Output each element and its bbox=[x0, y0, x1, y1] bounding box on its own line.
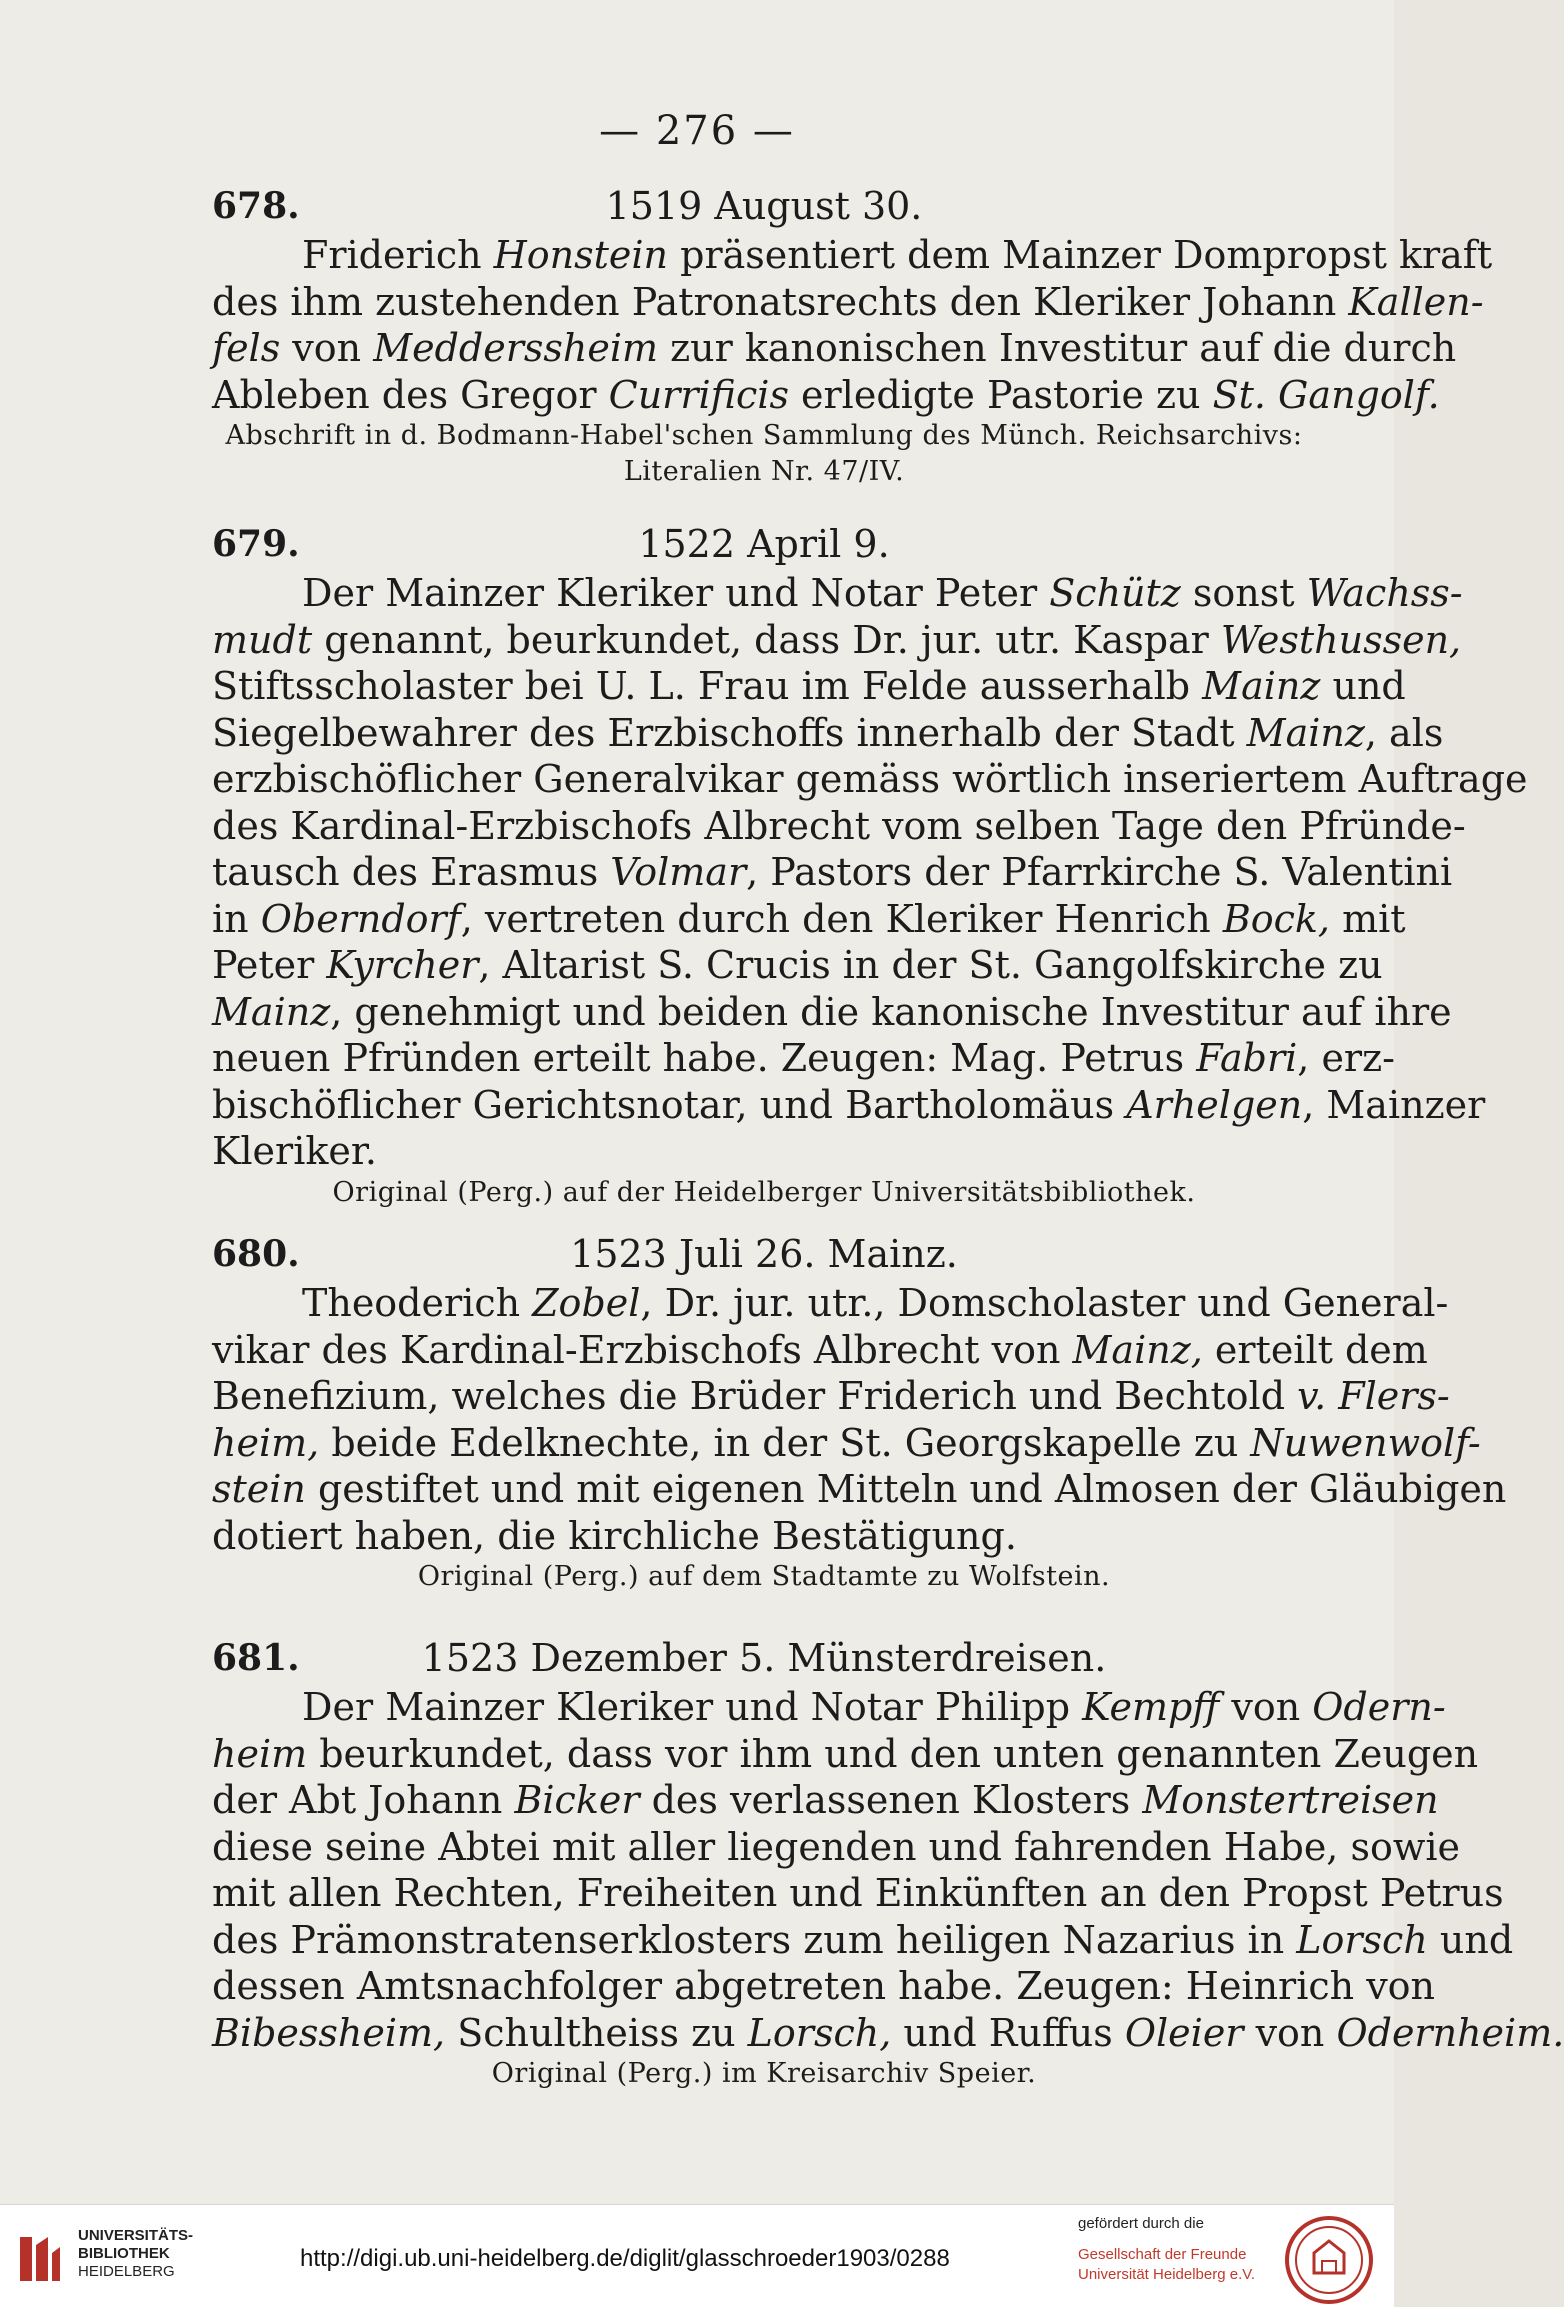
text-line: dessen Amtsnachfolger abgetreten habe. Zeugen: Heinrich von bbox=[212, 1964, 1436, 2008]
entry-body bbox=[212, 1280, 1507, 1559]
italic-name: Westhussen, bbox=[1220, 617, 1462, 662]
text-line: heim, beide Edelknechte, in der St. Georgskapelle zu Nuwenwolf- bbox=[212, 1420, 1481, 1465]
page-number: — 276 — bbox=[599, 108, 795, 154]
italic-name: Mainz bbox=[1246, 710, 1365, 755]
text-line: Theoderich Zobel, Dr. jur. utr., Domscholaster und General- bbox=[302, 1281, 1449, 1325]
source-note: Abschrift in d. Bodmann-Habel'schen Sammlung des Münch. Reichsarchivs: bbox=[225, 420, 1303, 451]
entry-679 bbox=[212, 518, 1528, 1211]
entry-number: 679. bbox=[212, 523, 300, 565]
entry-body bbox=[212, 1684, 1564, 2056]
italic-name: Bock, bbox=[1222, 896, 1331, 941]
entry-date: 1519 August 30. bbox=[605, 184, 923, 228]
text-line: diese seine Abtei mit aller liegenden und fahrenden Habe, sowie bbox=[212, 1824, 1461, 1869]
italic-name: heim bbox=[212, 1731, 308, 1776]
text-line: bischöflicher Gerichtsnotar, und Bartholomäus Arhelgen, Mainzer bbox=[212, 1082, 1486, 1127]
university-seal-icon bbox=[1284, 2215, 1374, 2305]
entry-source bbox=[212, 418, 1316, 490]
text-line: tausch des Erasmus Volmar, Pastors der Pfarrkirche S. Valentini bbox=[212, 850, 1453, 894]
italic-name: Zobel bbox=[532, 1281, 641, 1325]
entry-number: 678. bbox=[212, 185, 300, 227]
italic-name: Monstertreisen bbox=[1142, 1778, 1439, 1822]
source-note: Literalien Nr. 47/IV. bbox=[623, 456, 905, 487]
italic-name: Kempff bbox=[1082, 1685, 1220, 1729]
text-line: des Prämonstratenserklosters zum heiligen Nazarius in Lorsch und bbox=[212, 1917, 1514, 1962]
italic-name: Bibessheim, bbox=[212, 2010, 446, 2055]
text-line: Ableben des Gregor Currificis erledigte Pastorie zu St. Gangolf. bbox=[212, 372, 1440, 417]
ub-heidelberg-logo-icon bbox=[14, 2231, 64, 2287]
entry-678 bbox=[212, 180, 1493, 490]
italic-name: Arhelgen bbox=[1126, 1082, 1303, 1127]
italic-name: Nuwenwolf- bbox=[1250, 1420, 1481, 1465]
text-line: Kleriker. bbox=[212, 1129, 377, 1173]
text-line: des Kardinal-Erzbischofs Albrecht vom selben Tage den Pfründe- bbox=[212, 803, 1466, 848]
italic-name: Mainz, bbox=[1072, 1327, 1203, 1372]
entry-date: 1523 Juli 26. Mainz. bbox=[570, 1232, 958, 1276]
entry-body bbox=[212, 232, 1493, 418]
entry-date: 1522 April 9. bbox=[638, 522, 890, 566]
entry-number: 681. bbox=[212, 1637, 300, 1679]
italic-name: Honstein bbox=[493, 233, 669, 277]
entry-number: 680. bbox=[212, 1233, 300, 1275]
source-note: Original (Perg.) im Kreisarchiv Speier. bbox=[491, 2058, 1037, 2089]
italic-name: Lorsch bbox=[1296, 1917, 1428, 1962]
entry-681 bbox=[212, 1632, 1564, 2092]
text-line: stein gestiftet und mit eigenen Mitteln und Almosen der Gläubigen bbox=[212, 1467, 1507, 1511]
italic-name: Currificis bbox=[608, 372, 789, 417]
text-line: der Abt Johann Bicker des verlassenen Klosters Monstertreisen bbox=[212, 1778, 1439, 1822]
text-line: Stiftsscholaster bei U. L. Frau im Felde ausserhalb Mainz und bbox=[212, 664, 1406, 708]
library-name: UNIVERSITÄTS- BIBLIOTHEK HEIDELBERG bbox=[78, 2227, 194, 2280]
italic-name: Lorsch, bbox=[747, 2010, 892, 2055]
text-line: in Oberndorf, vertreten durch den Kleriker Henrich Bock, mit bbox=[212, 896, 1406, 941]
funded-by-label: gefördert durch die bbox=[1078, 2215, 1204, 2232]
italic-name: mudt bbox=[212, 617, 313, 662]
italic-name: Volmar bbox=[610, 850, 747, 894]
italic-name: fels bbox=[212, 326, 281, 370]
italic-name: Schütz bbox=[1049, 571, 1181, 615]
italic-name: stein bbox=[212, 1467, 306, 1511]
entry-680 bbox=[212, 1228, 1507, 1595]
italic-name: Medderssheim bbox=[373, 326, 659, 370]
italic-name: heim, bbox=[212, 1420, 320, 1465]
permalink-url[interactable]: http://digi.ub.uni-heidelberg.de/diglit/glasschroeder1903/0288 bbox=[300, 2245, 950, 2272]
entry-date: 1523 Dezember 5. Münsterdreisen. bbox=[421, 1636, 1107, 1680]
source-note: Original (Perg.) auf dem Stadtamte zu Wolfstein. bbox=[417, 1561, 1111, 1592]
text-line: heim beurkundet, dass vor ihm und den unten genannten Zeugen bbox=[212, 1731, 1479, 1776]
italic-name: Fabri bbox=[1196, 1036, 1298, 1080]
entry-body bbox=[212, 570, 1528, 1175]
entry-source bbox=[212, 1559, 1316, 1595]
text-line: mudt genannt, beurkundet, dass Dr. jur. utr. Kaspar Westhussen, bbox=[212, 617, 1462, 662]
text-line: neuen Pfründen erteilt habe. Zeugen: Mag. Petrus Fabri, erz- bbox=[212, 1036, 1395, 1080]
italic-name: Kallen- bbox=[1348, 279, 1484, 324]
footer-bar bbox=[0, 2204, 1394, 2307]
text-line: Mainz, genehmigt und beiden die kanonische Investitur auf ihre bbox=[212, 989, 1452, 1034]
italic-name: Oleier bbox=[1124, 2010, 1244, 2055]
text-line: Friderich Honstein präsentiert dem Mainzer Dompropst kraft bbox=[302, 233, 1493, 277]
italic-name: Oberndorf bbox=[260, 896, 461, 941]
text-line: Der Mainzer Kleriker und Notar Philipp Kempff von Odern- bbox=[302, 1685, 1446, 1729]
text-line: dotiert haben, die kirchliche Bestätigung. bbox=[212, 1513, 1017, 1558]
text-line: Siegelbewahrer des Erzbischoffs innerhalb der Stadt Mainz, als bbox=[212, 710, 1444, 755]
italic-name: Kyrcher bbox=[326, 943, 479, 987]
text-line: des ihm zustehenden Patronatsrechts den Kleriker Johann Kallen- bbox=[212, 279, 1484, 324]
italic-name: Mainz bbox=[1202, 664, 1321, 708]
italic-name: Mainz bbox=[212, 989, 331, 1034]
text-line: Der Mainzer Kleriker und Notar Peter Schütz sonst Wachss- bbox=[302, 571, 1463, 615]
text-line: erzbischöflicher Generalvikar gemäss wörtlich inseriertem Auftrage bbox=[212, 757, 1528, 801]
italic-name: Odernheim. bbox=[1336, 2010, 1564, 2055]
entry-source bbox=[212, 1175, 1316, 1211]
text-line: Peter Kyrcher, Altarist S. Crucis in der St. Gangolfskirche zu bbox=[212, 943, 1383, 987]
source-note: Original (Perg.) auf der Heidelberger Universitätsbibliothek. bbox=[332, 1176, 1196, 1208]
text-line: Bibessheim, Schultheiss zu Lorsch, und Ruffus Oleier von Odernheim. bbox=[212, 2010, 1564, 2055]
italic-name: Odern- bbox=[1312, 1685, 1446, 1729]
text-line: vikar des Kardinal-Erzbischofs Albrecht von Mainz, erteilt dem bbox=[212, 1327, 1428, 1372]
text-line: Benefizium, welches die Brüder Friderich und Bechtold v. Flers- bbox=[212, 1374, 1450, 1418]
text-line: fels von Medderssheim zur kanonischen Investitur auf die durch bbox=[212, 326, 1457, 370]
text-line: mit allen Rechten, Freiheiten und Einkünften an den Propst Petrus bbox=[212, 1871, 1504, 1915]
italic-name: v. Flers- bbox=[1297, 1374, 1450, 1418]
entry-source bbox=[212, 2056, 1316, 2092]
italic-name: St. Gangolf. bbox=[1212, 372, 1440, 417]
italic-name: Wachss- bbox=[1306, 571, 1463, 615]
society-name[interactable]: Gesellschaft der Freunde Universität Heidelberg e.V. bbox=[1078, 2246, 1256, 2283]
italic-name: Bicker bbox=[514, 1778, 640, 1822]
